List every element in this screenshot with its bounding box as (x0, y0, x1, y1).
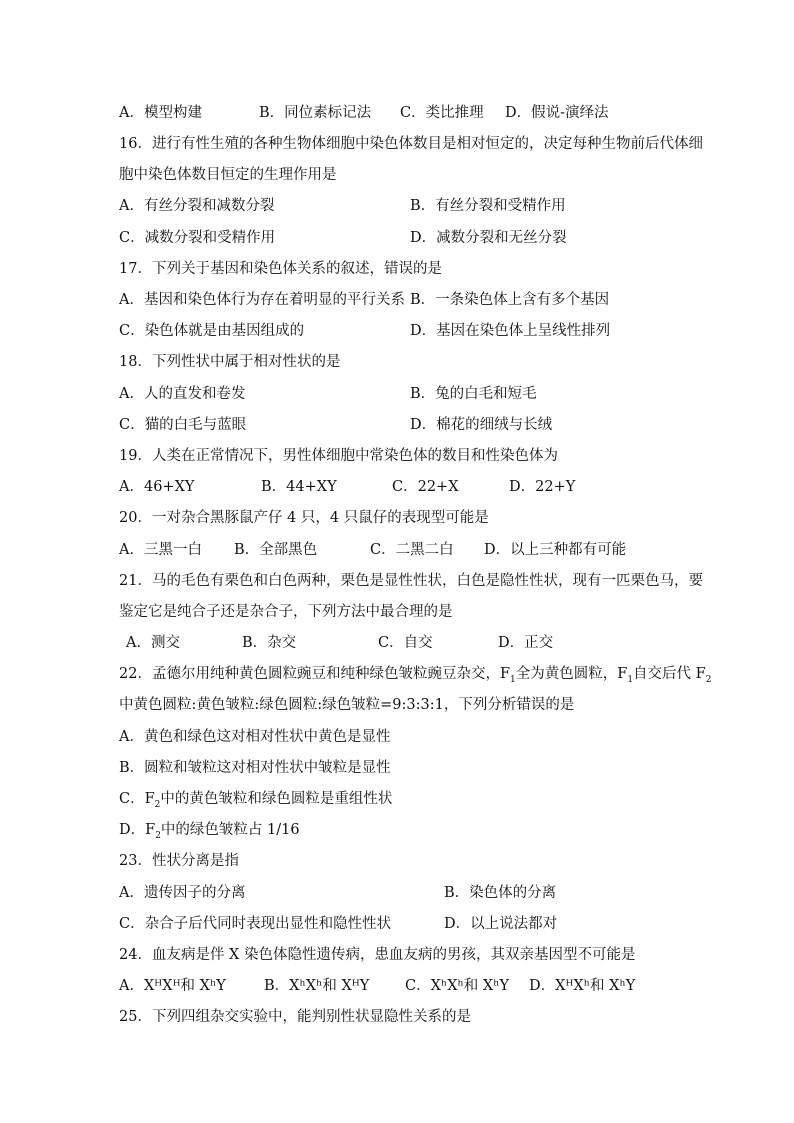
q20-option-a: A．三黑一白 (119, 542, 202, 558)
q18-stem: 18．下列性状中属于相对性状的是 (119, 354, 341, 370)
q24-option-a: A．XᴴXᴴ和 XʰY (119, 978, 226, 994)
q25-stem: 25．下列四组杂交实验中，能判别性状显隐性关系的是 (119, 1009, 471, 1025)
q17-option-a: A．基因和染色体行为存在着明显的平行关系 (119, 292, 405, 308)
q16-stem-line2: 胞中染色体数目恒定的生理作用是 (119, 167, 337, 183)
q20-stem: 20．一对杂合黑豚鼠产仔 4 只，4 只鼠仔的表现型可能是 (119, 510, 489, 526)
q24-option-b: B．XʰXʰ和 XᴴY (264, 978, 370, 994)
q17-option-b: B．一条染色体上含有多个基因 (410, 292, 610, 308)
q22-option-c: C．$F_2$中的黄色皱粒和绿色圆粒是重组性状 (119, 791, 393, 810)
q15-option-c: C．类比推理 (400, 105, 484, 121)
q18-option-c: C．猫的白毛与蓝眼 (119, 417, 247, 433)
q20-option-b: B．全部黑色 (234, 542, 318, 558)
q22-option-a: A．黄色和绿色这对相对性状中黄色是显性 (119, 729, 391, 745)
q23-stem: 23．性状分离是指 (119, 853, 239, 869)
q15-option-b: B．同位素标记法 (259, 105, 372, 121)
q17-option-c: C．染色体就是由基因组成的 (119, 323, 305, 339)
q23-option-d: D．以上说法都对 (444, 916, 558, 932)
q16-stem-line1: 16．进行有性生殖的各种生物体细胞中染色体数目是相对恒定的，决定每种生物前后代体细 (119, 136, 703, 152)
q16-option-c: C．减数分裂和受精作用 (119, 230, 276, 246)
q21-option-b: B．杂交 (242, 635, 297, 651)
q17-option-d: D．基因在染色体上呈线性排列 (410, 323, 611, 339)
q15-option-d: D．假说-演绎法 (505, 105, 609, 121)
q19-option-a: A．46+XY (119, 479, 195, 495)
q15-option-a: A．模型构建 (119, 105, 202, 121)
q19-option-d: D．22+Y (509, 479, 576, 495)
q19-option-c: C．22+X (392, 479, 459, 495)
q18-option-d: D．棉花的细绒与长绒 (410, 417, 553, 433)
q23-option-c: C．杂合子后代同时表现出显性和隐性性状 (119, 916, 392, 932)
q16-option-d: D．减数分裂和无丝分裂 (410, 230, 567, 246)
q16-option-a: A．有丝分裂和减数分裂 (119, 198, 275, 214)
q24-option-d: D．XᴴXʰ和 XʰY (529, 978, 636, 994)
q16-option-b: B．有丝分裂和受精作用 (410, 198, 566, 214)
q21-option-a: A．测交 (126, 635, 180, 651)
q21-stem-line2: 鉴定它是纯合子还是杂合子，下列方法中最合理的是 (119, 604, 453, 620)
q22-option-d: D．$F_2$中的绿色皱粒占 1/16 (119, 822, 300, 841)
q17-stem: 17．下列关于基因和染色体关系的叙述，错误的是 (119, 261, 442, 277)
q21-stem-line1: 21．马的毛色有栗色和白色两种，栗色是显性性状，白色是隐性性状，现有一匹栗色马，要 (119, 573, 703, 589)
q21-option-d: D．正交 (498, 635, 554, 651)
q24-option-c: C．XʰXʰ和 XʰY (405, 978, 510, 994)
q22-stem-line2: 中黄色圆粒:黄色皱粒:绿色圆粒:绿色皱粒=9:3:3:1，下列分析错误的是 (119, 697, 575, 713)
q24-stem: 24．血友病是伴 X 染色体隐性遗传病，患血友病的男孩，其双亲基因型不可能是 (119, 947, 636, 963)
q21-option-c: C．自交 (378, 635, 433, 651)
q22-stem-line1: 22．孟德尔用纯种黄色圆粒豌豆和纯种绿色皱粒豌豆杂交，$F_1$全为黄色圆粒，$F_1$自交后代 $F_2$ (119, 666, 712, 685)
q23-option-b: B．染色体的分离 (444, 885, 557, 901)
q18-option-b: B．兔的白毛和短毛 (410, 386, 537, 402)
q19-stem: 19．人类在正常情况下，男性体细胞中常染色体的数目和性染色体为 (119, 448, 558, 464)
q23-option-a: A．遗传因子的分离 (119, 885, 246, 901)
q20-option-c: C．二黑二白 (370, 542, 454, 558)
q20-option-d: D．以上三种都有可能 (484, 542, 627, 558)
q19-option-b: B．44+XY (261, 479, 337, 495)
q18-option-a: A．人的直发和卷发 (119, 386, 246, 402)
q22-option-b: B．圆粒和皱粒这对相对性状中皱粒是显性 (119, 760, 391, 776)
